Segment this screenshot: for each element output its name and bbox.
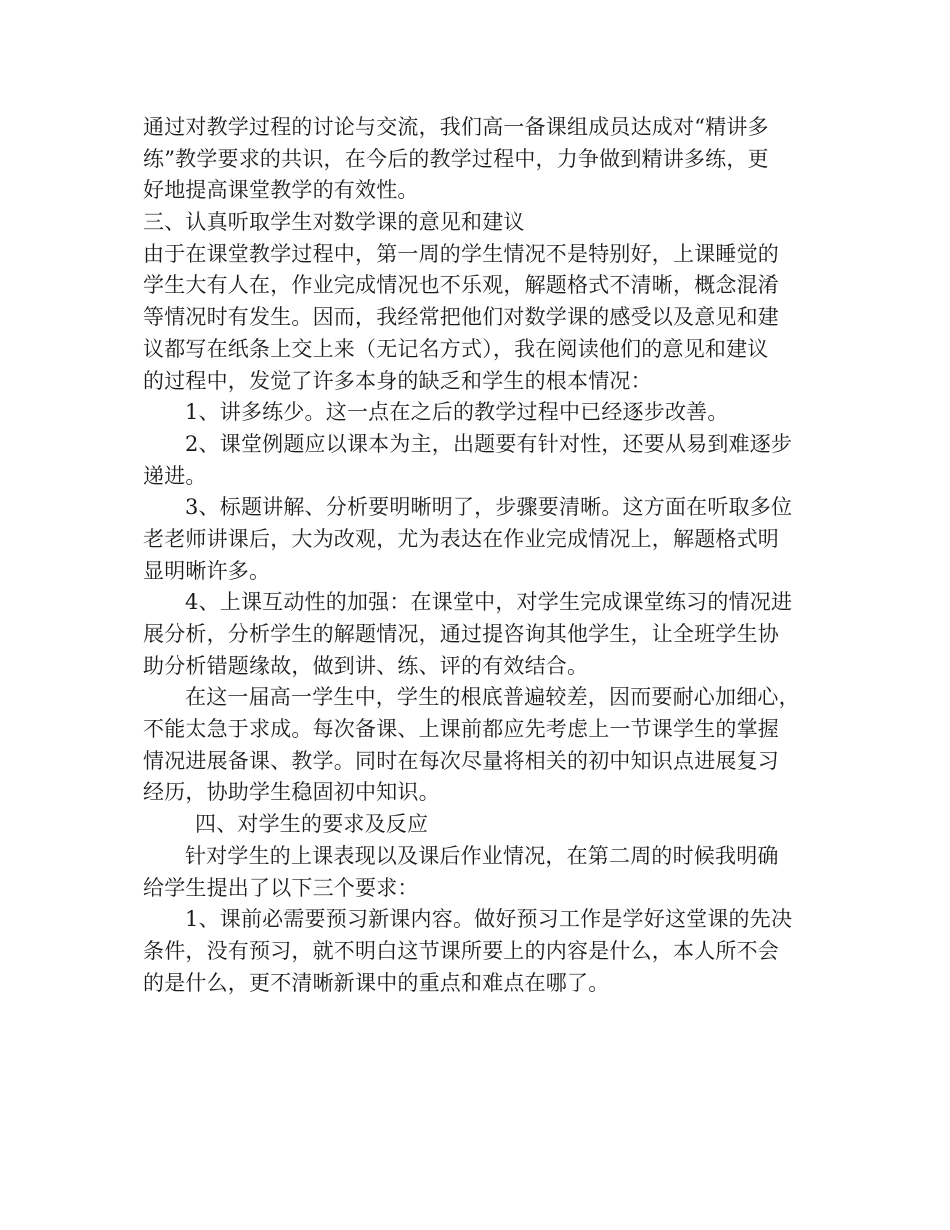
text-line: 不能太急于求成。每次备课、上课前都应先考虑上一节课学生的掌握 <box>143 717 779 742</box>
text-line: 给学生提出了以下三个要求： <box>143 875 419 900</box>
list-item: 3、标题讲解、分析要明晰明了，步骤要清晰。这方面在听取多位 <box>185 495 793 520</box>
text-line: 练”教学要求的共识，在今后的教学过程中，力争做到精讲多练，更 <box>143 146 769 171</box>
text-line: 的过程中，发觉了许多本身的缺乏和学生的根本情况： <box>143 368 652 393</box>
list-item: 1、讲多练少。这一点在之后的教学过程中已经逐步改善。 <box>185 400 729 425</box>
text-line: 议都写在纸条上交上来（无记名方式），我在阅读他们的意见和建议 <box>143 336 769 361</box>
text-line: 助分析错题缘故，做到讲、练、评的有效结合。 <box>143 653 589 678</box>
text-line: 条件，没有预习，就不明白这节课所要上的内容是什么，本人所不会 <box>143 938 779 963</box>
list-item: 1、课前必需要预习新课内容。做好预习工作是学好这堂课的先决 <box>185 907 793 932</box>
text-line: 的是什么，更不清晰新课中的重点和难点在哪了。 <box>143 970 610 995</box>
text-line: 等情况时有发生。因而，我经常把他们对数学课的感受以及意见和建 <box>143 305 779 330</box>
section-heading: 四、对学生的要求及反应 <box>195 812 429 837</box>
text-line: 通过对教学过程的讨论与交流，我们高一备课组成员达成对“精讲多 <box>143 115 769 139</box>
paragraph-start: 针对学生的上课表现以及课后作业情况，在第二周的时候我明确 <box>185 843 779 868</box>
text-line: 老老师讲课后，大为改观，尤为表达在作业完成情况上，解题格式明 <box>143 526 779 551</box>
text-line: 展分析，分析学生的解题情况，通过提咨询其他学生，让全班学生协 <box>143 622 779 646</box>
text-line: 学生大有人在，作业完成情况也不乐观，解题格式不清晰，概念混淆 <box>143 273 779 298</box>
text-line: 递进。 <box>143 463 207 488</box>
list-item: 2、课堂例题应以课本为主，出题要有针对性，还要从易到难逐步 <box>185 431 793 456</box>
text-line: 好地提高课堂教学的有效性。 <box>143 178 419 203</box>
list-item: 4、上课互动性的加强：在课堂中，对学生完成课堂练习的情况进 <box>185 590 793 615</box>
document-body <box>143 112 843 999</box>
text-line: 由于在课堂教学过程中，第一周的学生情况不是特别好，上课睡觉的 <box>143 241 779 266</box>
text-line: 经历，协助学生稳固初中知识。 <box>143 780 440 805</box>
text-line: 显明晰许多。 <box>143 558 271 583</box>
paragraph-start: 在这一届高一学生中，学生的根底普遍较差，因而要耐心加细心， <box>185 685 800 710</box>
section-heading: 三、认真听取学生对数学课的意见和建议 <box>143 210 525 235</box>
text-line: 情况进展备课、教学。同时在每次尽量将相关的初中知识点进展复习 <box>143 748 779 773</box>
